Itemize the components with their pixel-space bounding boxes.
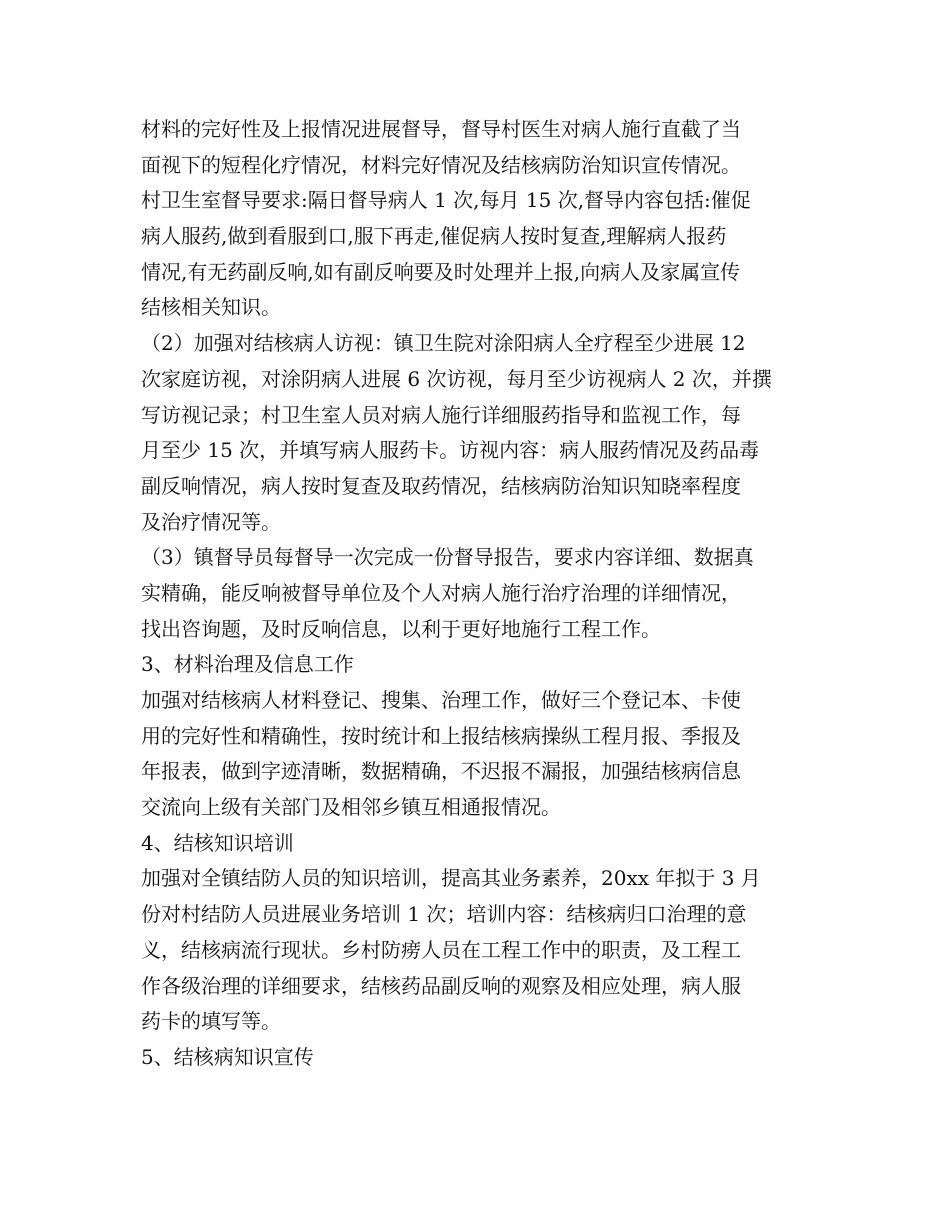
text-line: 年报表，做到字迹清晰，数据精确，不迟报不漏报，加强结核病信息 xyxy=(141,759,741,784)
text-line: 实精确，能反响被督导单位及个人对病人施行治疗治理的详细情况， xyxy=(141,580,741,605)
text-line: 药卡的填写等。 xyxy=(141,1009,281,1034)
text-line: 月至少 15 次，并填写病人服药卡。访视内容：病人服药情况及药品毒 xyxy=(141,438,760,463)
text-line: 义，结核病流行现状。乡村防痨人员在工程工作中的职责，及工程工 xyxy=(141,937,741,962)
text-line: 村卫生室督导要求:隔日督导病人 1 次,每月 15 次,督导内容包括:催促 xyxy=(141,188,751,213)
text-line: 结核相关知识。 xyxy=(141,295,281,320)
text-line: 找出咨询题，及时反响信息，以利于更好地施行工程工作。 xyxy=(141,616,661,641)
text-line: 加强对全镇结防人员的知识培训，提高其业务素养，20xx 年拟于 3 月 xyxy=(141,866,761,891)
text-line: 份对村结防人员进展业务培训 1 次；培训内容：结核病归口治理的意 xyxy=(141,902,747,927)
text-line: 作各级治理的详细要求，结核药品副反响的观察及相应处理，病人服 xyxy=(141,973,741,998)
text-line: 次家庭访视，对涂阴病人进展 6 次访视，每月至少访视病人 2 次，并撰 xyxy=(141,366,772,391)
text-line: 情况,有无药副反响,如有副反响要及时处理并上报,向病人及家属宣传 xyxy=(141,259,741,284)
text-line: （3）镇督导员每督导一次完成一份督导报告，要求内容详细、数据真 xyxy=(141,545,754,570)
text-line: 加强对结核病人材料登记、搜集、治理工作，做好三个登记本、卡使 xyxy=(141,688,741,712)
text-line: 病人服药,做到看服到口,服下再走,催促病人按时复查,理解病人报药 xyxy=(141,224,727,249)
document-body xyxy=(141,112,821,1076)
text-line: 写访视记录；村卫生室人员对病人施行详细服药指导和监视工作，每 xyxy=(141,402,741,427)
text-line: 及治疗情况等。 xyxy=(141,509,281,534)
text-line: 3、材料治理及信息工作 xyxy=(141,652,354,677)
text-line: 交流向上级有关部门及相邻乡镇互相通报情况。 xyxy=(141,795,561,820)
text-line: 5、结核病知识宣传 xyxy=(141,1044,314,1069)
text-line: 4、结核知识培训 xyxy=(141,830,294,855)
text-line: 材料的完好性及上报情况进展督导，督导村医生对病人施行直截了当 xyxy=(141,117,741,141)
text-line: 用的完好性和精确性，按时统计和上报结核病操纵工程月报、季报及 xyxy=(141,723,741,748)
text-line: 面视下的短程化疗情况，材料完好情况及结核病防治知识宣传情况。 xyxy=(141,152,741,177)
text-line: 副反响情况，病人按时复查及取药情况，结核病防治知识知晓率程度 xyxy=(141,473,741,498)
text-line: （2）加强对结核病人访视：镇卫生院对涂阳病人全疗程至少进展 12 xyxy=(141,331,746,356)
